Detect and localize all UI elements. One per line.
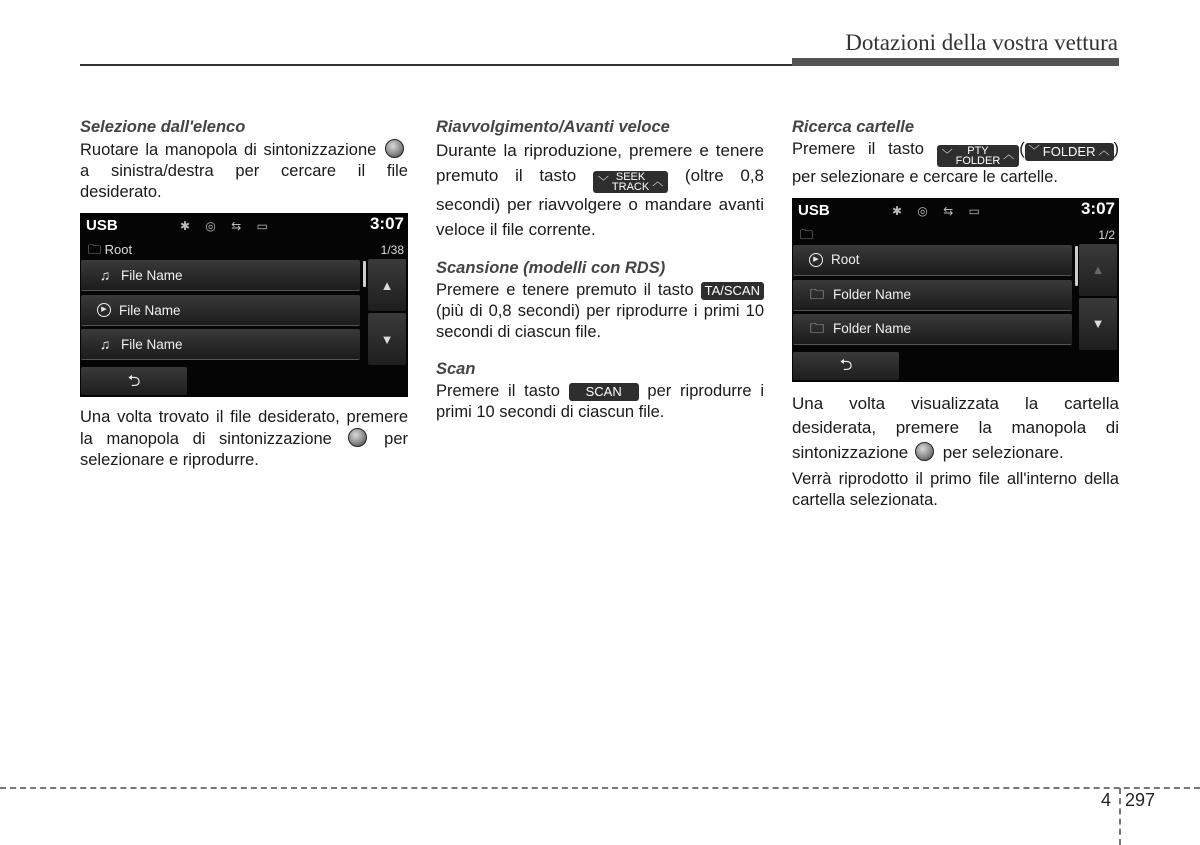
paragraph-text: Premere il tasto [436,382,560,400]
paragraph-text: ) [1113,140,1119,158]
scroll-down-button[interactable] [1079,298,1117,350]
button-label: SEEK [615,171,646,183]
chevron-up-icon: ︿ [1098,145,1110,157]
clock: 3:07 [1080,198,1115,218]
usb-file-list-screen [80,213,408,397]
status-icons: ✱ ◎ ⇆ ▭ [892,203,986,218]
folder-icon: 🗀 [88,242,102,257]
triangle-up-icon: ▲ [380,277,394,293]
list-item[interactable] [793,314,1072,345]
paragraph-text: per selezionare. [942,442,1064,462]
tune-knob-icon [385,139,404,158]
scan-button: SCAN [569,383,639,401]
scroll-up-button[interactable] [368,259,406,311]
paragraph [436,280,764,343]
list-item-label: File Name [119,302,181,318]
music-note-icon: ♫ [99,266,111,283]
paragraph [436,139,764,242]
play-circle-icon: ▶ [809,253,823,267]
scroll-up-button[interactable] [1079,244,1117,296]
chevron-up-icon: ︿ [652,175,664,188]
triangle-up-icon: ▲ [1091,262,1105,277]
page-header-title: Dotazioni della vostra vettura [845,30,1118,55]
paragraph-text: per selezionare e cercare le cartelle. [792,167,1058,186]
scrollbar[interactable] [1075,246,1078,286]
paragraph [80,139,408,203]
paragraph-text: Durante la riproduzione, premere e tenere premuto il tasto [436,141,764,185]
list-item[interactable] [81,295,360,326]
section-heading: Selezione dall'elenco [80,118,246,136]
list-item-label: Root [831,252,860,267]
source-label: USB [86,217,118,234]
ta-scan-button: TA/SCAN [701,282,764,300]
usb-folder-list-screen [792,198,1119,382]
paragraph [436,381,764,423]
paragraph-text: (oltre 0,8 secondi) per riavvolgere o mandare avanti veloce il file corrente. [436,165,764,239]
status-icons: ✱ ◎ ⇆ ▭ [180,219,274,233]
chevron-down-icon: ﹀ [1028,145,1040,157]
folder-icon: 🗀 [810,286,824,302]
paragraph-text: Una volta trovato il file desiderato, premere la manopola di sintonizzazione [80,408,408,448]
clock: 3:07 [369,214,404,233]
list-item[interactable] [81,260,360,291]
list-item-label: Folder Name [833,321,912,336]
list-item[interactable] [793,280,1072,311]
paragraph-text: (più di 0,8 secondi) per riprodurre i primi 10 secondi di ciascun file. [436,302,764,341]
paragraph-text: Una volta visualizzata la cartella desiderata, premere la manopola di sintonizzazione [792,393,1119,462]
paragraph [792,139,1119,188]
list-item-label: Folder Name [833,287,912,302]
paragraph-text: ( [1019,140,1025,158]
chevron-down-icon: ﹀ [941,149,953,161]
source-label: USB [798,201,830,219]
button-label: FOLDER [955,154,1001,167]
section-heading: Ricerca cartelle [792,118,915,136]
paragraph-text: Premere e tenere premuto il tasto [436,281,694,299]
tune-knob-icon [348,428,367,447]
column-list-selection [80,117,408,471]
list-item-label: File Name [121,336,183,352]
folder-button [1025,143,1114,161]
list-item-label: File Name [121,267,183,283]
folder-path-label: Root [104,242,133,257]
screen-status-bar [80,213,408,235]
music-note-icon: ♫ [99,335,111,352]
pty-folder-button [937,145,1020,167]
folder-icon: 🗀 [800,226,814,242]
column-fast-forward [436,117,764,423]
screen-status-bar [792,198,1119,220]
button-label: FOLDER [1042,143,1096,159]
folder-icon: 🗀 [810,320,824,336]
chevron-down-icon: ﹀ [597,175,609,188]
paragraph-text: per riprodurre i primi 10 secondi di ciascun file. [436,382,764,421]
triangle-down-icon: ▼ [380,331,394,347]
button-label: PTY [967,144,989,157]
paragraph-text: a sinistra/destra per cercare il file desiderato. [80,162,408,201]
page-indicator: 1/2 [1098,227,1115,242]
footer-divider-vertical [1119,788,1121,845]
triangle-down-icon: ▼ [1091,316,1105,331]
scroll-down-button[interactable] [368,313,406,365]
seek-track-button [593,171,668,193]
button-label: TRACK [611,181,650,193]
paragraph [792,392,1119,466]
back-button[interactable] [793,352,899,380]
section-heading: Riavvolgimento/Avanti veloce [436,118,670,136]
paragraph-text: per selezionare e riprodurre. [80,430,408,469]
paragraph [80,407,408,471]
scrollbar[interactable] [363,261,366,287]
folder-path [88,239,132,260]
section-heading: Scan [436,360,476,378]
header-rule [80,64,792,66]
paragraph-text: Premere il tasto [792,140,924,158]
section-heading: Scansione (modelli con RDS) [436,259,666,277]
paragraph: Verrà riprodotto il primo file all'interno della cartella selezionata. [792,470,1119,509]
play-circle-icon: ▶ [97,303,111,317]
chapter-number: 4 [1101,790,1112,810]
return-arrow-icon: ⮌ [839,357,853,374]
page-number: 297 [1125,790,1156,810]
back-button[interactable] [81,367,187,395]
page-indicator: 1/38 [380,243,404,257]
chevron-up-icon: ︿ [1003,149,1015,161]
footer-divider [0,787,1200,789]
header-rule-accent [792,58,1119,66]
tune-knob-icon [915,442,934,461]
column-folder-search [792,117,1119,511]
return-arrow-icon: ⮌ [127,372,141,390]
paragraph-text: Ruotare la manopola di sintonizzazione [80,141,377,159]
list-item[interactable] [793,245,1072,276]
list-item[interactable] [81,329,360,360]
